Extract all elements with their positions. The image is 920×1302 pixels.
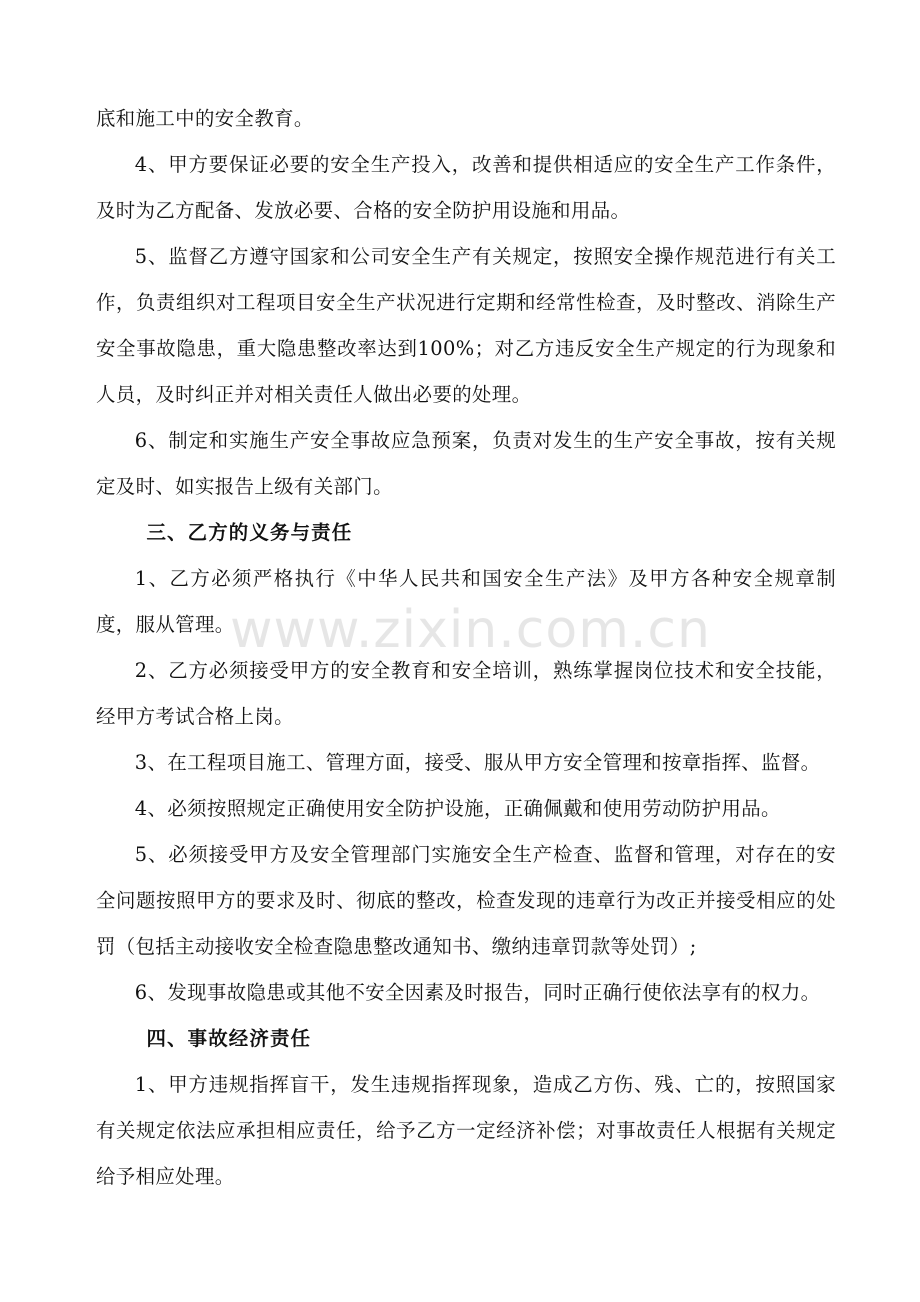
document-body bbox=[96, 96, 836, 1200]
paragraph-party-b-item-3: 3、在工程项目施工、管理方面，接受、服从甲方安全管理和按章指挥、监督。 bbox=[134, 751, 821, 774]
paragraph-party-a-item-4: 4、甲方要保证必要的安全生产投入，改善和提供相适应的安全生产工作条件，及时为乙方配备、发放必要、合格的安全防护用设施和用品。 bbox=[96, 153, 836, 222]
paragraph-party-b-item-5: 5、必须接受甲方及安全管理部门实施安全生产检查、监督和管理，对存在的安全问题按照甲方的要求及时、彻底的整改，检查发现的违章行为改正并接受相应的处罚（包括主动接收安全检查隐患整改通知书、缴纳违章罚款等处罚）; bbox=[96, 843, 836, 958]
section-heading-3: 三、乙方的义务与责任 bbox=[146, 521, 353, 544]
paragraph-party-b-item-6: 6、发现事故隐患或其他不安全因素及时报告，同时正确行使依法享有的权力。 bbox=[134, 981, 821, 1004]
paragraph-liability-item-1: 1、甲方违规指挥盲干，发生违规指挥现象，造成乙方伤、残、亡的，按照国家有关规定依法应承担相应责任，给予乙方一定经济补偿；对事故责任人根据有关规定给予相应处理。 bbox=[96, 1073, 836, 1188]
watermark: www.zixin.com.cn bbox=[230, 600, 711, 660]
paragraph-party-a-item-5: 5、监督乙方遵守国家和公司安全生产有关规定，按照安全操作规范进行有关工作，负责组织对工程项目安全生产状况进行定期和经常性检查，及时整改、消除生产安全事故隐患，重大隐患整改率达到100%；对乙方违反安全生产规定的行为现象和人员，及时纠正并对相关责任人做出必要的处理。 bbox=[96, 245, 836, 406]
paragraph-party-b-item-2: 2、乙方必须接受甲方的安全教育和安全培训，熟练掌握岗位技术和安全技能，经甲方考试合格上岗。 bbox=[96, 659, 836, 728]
paragraph-continuation: 底和施工中的安全教育。 bbox=[96, 107, 314, 130]
paragraph-party-b-item-4: 4、必须按照规定正确使用安全防护设施，正确佩戴和使用劳动防护用品。 bbox=[134, 797, 781, 820]
paragraph-party-b-item-1: 1、乙方必须严格执行《中华人民共和国安全生产法》及甲方各种安全规章制度，服从管理。 bbox=[96, 567, 836, 636]
section-heading-4: 四、事故经济责任 bbox=[146, 1027, 312, 1050]
paragraph-party-a-item-6: 6、制定和实施生产安全事故应急预案，负责对发生的生产安全事故，按有关规定及时、如实报告上级有关部门。 bbox=[96, 429, 836, 498]
